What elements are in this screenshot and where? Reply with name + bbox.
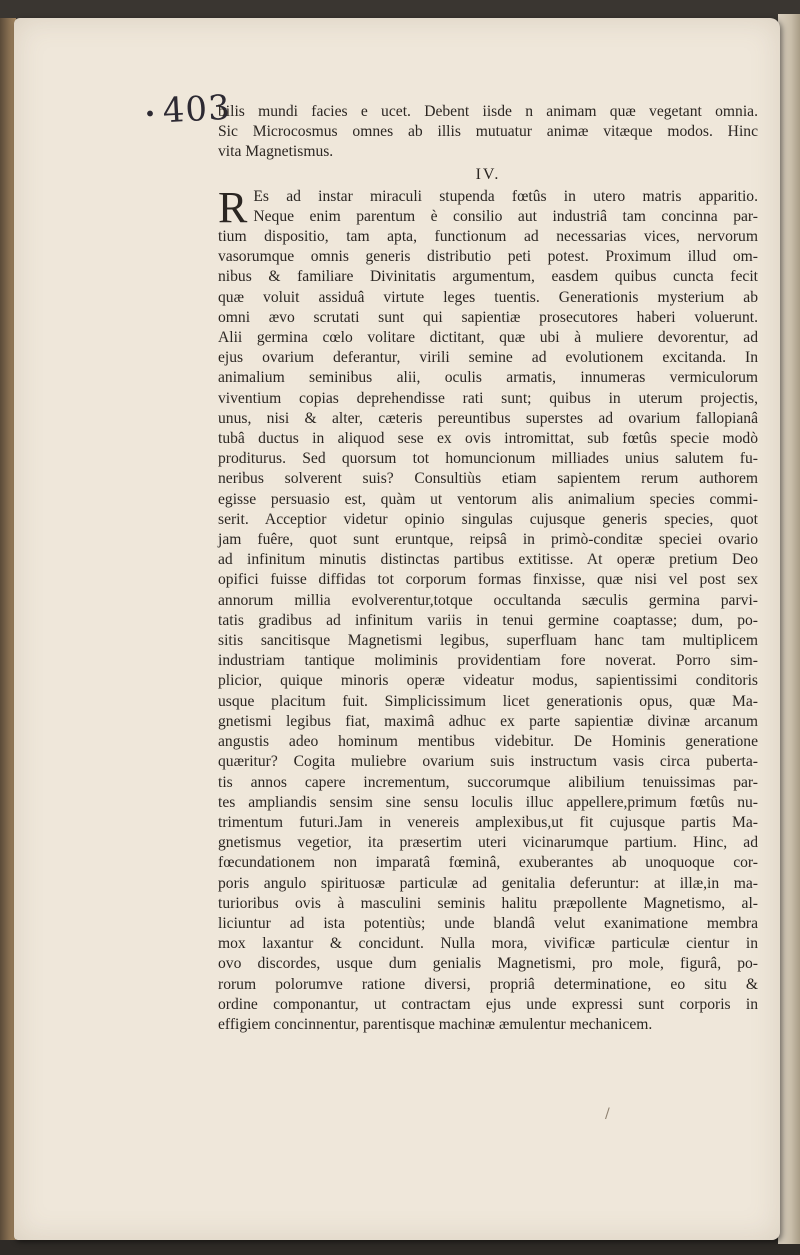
text-line: industriam tantique moliminis providentiam fore noverat. Porro sim- [218,652,758,670]
section-body [218,182,758,1036]
text-line: vita Magnetismus. [218,143,334,161]
text-line: proditurus. Sed quorsum tot homuncionum milliades unius salutem fu- [218,450,758,468]
page-text [218,102,758,1035]
section-heading: IV. [475,165,501,183]
text-line: vasorumque omnis generis distributio peti potest. Proximum illud om- [218,248,758,266]
text-line: egisse persuasio est, quàm ut ventorum alis animalium species commi- [218,490,758,508]
text-line: nibus & familiare Divinitatis argumentum, easdem quibus cuncta fecit [218,268,758,286]
text-line: trimentum futuri.Jam in venereis amplexibus,ut fit cujusque partis Ma- [218,813,758,831]
text-line: usque placitum fuit. Simplicissimum licet generationis opus, quæ Ma- [218,692,758,710]
text-line: tubâ ductus in aliquod sese ex ovis intromittat, sub fœtûs specie modò [218,430,758,448]
text-line: animalium seminibus alii, oculis armatis, innumeras vermiculorum [218,369,758,387]
intro-paragraph [218,102,758,163]
text-line: mox laxantur & concidunt. Nulla mora, vivificæ particulæ cientur in [218,935,758,953]
text-line: jam fuêre, quot sunt eruntque, reipsâ in primò-conditæ speciei ovario [218,531,758,549]
text-line: unus, nisi & alter, cæteris pereuntibus superstes ad ovarium fallopianâ [218,409,758,427]
text-line: tium dispositio, tam apta, functionum ad necessarias vices, nervorum [218,228,758,246]
text-line: angustis adeo hominum mentibus videbitur. De Hominis generatione [218,733,758,751]
text-line: viventium copias deprehendisse rati sunt; quibus in uterum projectis, [218,389,758,407]
text-line: neribus solverent suis? Consultiùs etiam sapientem rerum authorem [218,470,758,488]
text-line: ad infinitum minutis distinctas partibus extitisse. At operæ pretium Deo [218,551,758,569]
text-line: quæritur? Cogita muliebre ovarium suis instructum vasis circa puberta- [218,753,758,771]
text-line: opifici fuisse diffidas tot corporum formas finxisse, quæ nisi vel post sex [218,571,758,589]
text-line: effigiem concinnentur, parentisque machinæ æmulentur mechanicem. [218,1015,653,1033]
text-line: poris angulo spirituosæ particulæ ad genitalia deferuntur: at illæ,in ma- [218,874,758,892]
text-line: Sic Microcosmus omnes ab illis mutuatur animæ vitæque modos. Hinc [218,123,758,141]
text-line: tis annos capere incrementum, succorumque alibilium tenuissimas par- [218,773,758,791]
text-line: gnetismus vegetior, ita præsertim uteri vicinarumque partium. Hinc, ad [218,834,758,852]
text-line: liciuntur ad ista potentiùs; unde blandâ velut exanimatione membra [218,914,758,932]
text-line: Neque enim parentum è consilio aut industriâ tam concinna par- [253,207,758,225]
text-line: omni ævo scrutati sunt qui sapientiæ prosecutores haberi voluerunt. [218,308,758,326]
text-line: ejus ovarium deferantur, virili semine ad evolutionem excitanda. In [218,349,758,367]
margin-dot: • [143,101,158,127]
text-line: gnetismi legibus fiat, maximâ adhuc ex parte sapientiæ divinæ arcanum [218,712,758,730]
text-line: annorum millia evolverentur,totque occultanda sæculis germina parvi- [218,591,758,609]
text-line: serit. Acceptior videtur opinio singulas cujusque generis species, quot [218,510,758,528]
text-line: fœcundationem non imparatâ fœminâ, exuberantes ab unoquoque cor- [218,854,758,872]
text-line: tatis gradibus ad infinitum variis in tenui germine coaptasse; dum, po- [218,611,758,629]
text-line: Es ad instar miraculi stupenda fœtûs in utero matris apparitio. [253,187,758,205]
body-lines [218,182,758,1036]
page-stack-edge [778,14,800,1244]
text-line: turioribus ovis à masculini seminis halitu præpollente Magnetismo, al- [218,894,758,912]
text-line: sitis sancitisque Magnetismi legibus, superfluam hanc tam multiplicem [218,632,758,650]
text-line: plicior, quique minoris operæ videatur modus, sapientissimi conditoris [218,672,758,690]
text-line: bilis mundi facies e ucet. Debent iisde n animam quæ vegetant omnia. [218,103,758,120]
page-number-value: 403 [161,87,232,132]
text-line: Alii germina cœlo volitare dictitant, quæ ubi à muliere devorentur, ad [218,329,758,347]
text-line: quæ voluit assiduâ virtute leges tuentis. Generationis mysterium ab [218,288,758,306]
text-line: rorum polorumve ratione diversi, propriâ determinatione, eo situ & [218,975,758,993]
bottom-mark: / [605,1106,610,1122]
drop-cap: R [218,182,248,232]
text-line: ovo discordes, usque dum genialis Magnetismi, pro mole, figurâ, po- [218,955,758,973]
text-line: tes ampliandis sensim sine sensu loculis illuc appellere,primum fœtûs nu- [218,793,758,811]
text-line: ordine componantur, ut contractam ejus unde expressi sunt corporis in [218,995,758,1013]
